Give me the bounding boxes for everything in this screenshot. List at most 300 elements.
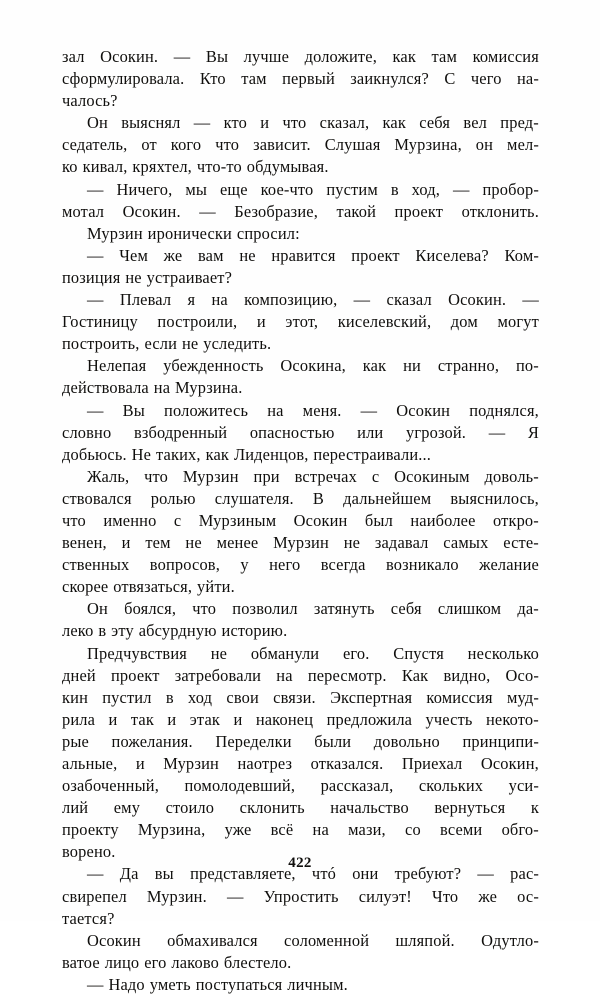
text-line xyxy=(62,201,539,223)
word: добьюсь. xyxy=(62,444,127,464)
word: представляете, xyxy=(190,864,296,884)
word: обмахивался xyxy=(167,930,258,950)
word: помолодевший, xyxy=(184,776,296,796)
word: и xyxy=(135,754,145,773)
word: вы xyxy=(154,864,174,884)
word: и xyxy=(108,709,118,729)
word: отклонить. xyxy=(461,201,539,221)
text-line xyxy=(62,112,539,134)
word: предложила xyxy=(326,709,413,729)
page-number: 422 xyxy=(288,855,312,871)
word: — xyxy=(488,422,506,442)
word: тается? xyxy=(62,908,115,928)
word: пожелания. xyxy=(111,731,193,751)
word: лий xyxy=(62,798,89,818)
word: же xyxy=(478,886,498,906)
word: самых xyxy=(443,533,489,553)
word: зависит. xyxy=(253,135,311,155)
word: что xyxy=(192,599,217,619)
text-line xyxy=(62,775,539,797)
word: В xyxy=(312,488,325,508)
word: киселевский, xyxy=(337,312,432,332)
word: вернуться xyxy=(434,798,506,818)
word: склонить xyxy=(239,798,305,818)
text-line xyxy=(62,665,539,687)
word: поступаться xyxy=(195,974,283,994)
word: с xyxy=(173,510,182,530)
word: как xyxy=(362,356,387,376)
word: от xyxy=(141,135,157,155)
word: устраивает? xyxy=(146,267,233,287)
word: что xyxy=(215,135,240,155)
word: вопросов, xyxy=(149,555,220,575)
word: уйти. xyxy=(197,577,235,597)
paragraph xyxy=(62,112,539,178)
word: были xyxy=(314,731,352,751)
word: проекту xyxy=(62,820,119,840)
page-text-body xyxy=(62,46,539,996)
word: таких, xyxy=(156,444,201,464)
text-line xyxy=(62,46,539,68)
word: всегда xyxy=(320,555,366,575)
word: всеми xyxy=(440,820,483,840)
word: Он xyxy=(87,113,108,133)
word: шляпой. xyxy=(395,930,455,950)
word: Не xyxy=(131,444,152,464)
word: по- xyxy=(516,356,539,376)
word: нравится xyxy=(271,245,336,265)
word: Мурзиным xyxy=(198,510,277,530)
word: чтó xyxy=(311,864,336,884)
word: кряхтел, xyxy=(132,157,192,177)
word: не xyxy=(185,533,202,553)
word: требуют? xyxy=(394,864,462,884)
word: поднялся, xyxy=(469,400,539,420)
text-line xyxy=(62,377,539,399)
word: Лиденцов, xyxy=(233,444,309,464)
word: уследить. xyxy=(203,334,272,354)
word: лучше xyxy=(243,47,290,66)
word: еще xyxy=(219,179,248,199)
word: если xyxy=(144,334,178,354)
word: наотрез xyxy=(237,754,293,773)
word: и xyxy=(121,533,131,553)
word: уже xyxy=(224,820,252,840)
word: ко xyxy=(62,157,78,177)
paragraph xyxy=(62,598,539,642)
word: — xyxy=(87,974,104,994)
word: дальнейшем xyxy=(343,488,432,508)
word: венен, xyxy=(62,533,107,553)
word: этот, xyxy=(285,312,319,332)
word: Осокин. xyxy=(448,290,507,310)
word: Мурзина, xyxy=(137,820,206,840)
word: не xyxy=(239,245,256,265)
word: не xyxy=(210,643,228,663)
text-line xyxy=(62,974,539,996)
word: пересмотр. xyxy=(307,665,387,685)
word: Вы xyxy=(205,47,229,66)
word: — xyxy=(452,179,470,199)
word: иронически xyxy=(147,223,232,243)
word: ход xyxy=(188,687,213,707)
text-line xyxy=(62,333,539,355)
word: меня. xyxy=(302,400,342,420)
word: — xyxy=(226,886,244,906)
text-line xyxy=(62,245,539,267)
word: Экспертная xyxy=(330,687,413,707)
text-line xyxy=(62,267,539,289)
word: кое-что xyxy=(260,179,314,199)
word: Плевал xyxy=(119,290,172,310)
word: выяснилось, xyxy=(450,488,539,508)
word: он xyxy=(475,135,494,155)
text-line xyxy=(62,510,539,532)
word: некото- xyxy=(485,709,539,729)
word: Он xyxy=(87,599,108,619)
word: словно xyxy=(62,422,112,442)
word: обго- xyxy=(501,820,539,840)
word: свои xyxy=(226,687,259,707)
word: несколько xyxy=(467,643,539,663)
word: есте- xyxy=(503,533,539,553)
text-line xyxy=(62,620,539,642)
word: историю. xyxy=(221,621,288,641)
word: ролью xyxy=(150,488,196,508)
word: что-то xyxy=(196,157,242,177)
word: блестело. xyxy=(223,952,292,972)
word: был xyxy=(364,510,393,530)
word: проект xyxy=(351,245,400,265)
word: действовала xyxy=(62,378,149,398)
word: Мурзин xyxy=(163,754,219,773)
word: как xyxy=(382,113,406,133)
word: Осокиным xyxy=(394,466,470,486)
word: мази, xyxy=(348,820,386,840)
text-line xyxy=(62,576,539,598)
word: при xyxy=(253,466,280,486)
word: озабоченный, xyxy=(62,776,159,796)
word: Безобразие, xyxy=(234,201,318,221)
word: как xyxy=(392,47,416,66)
word: обманули xyxy=(250,643,320,663)
word: чалось? xyxy=(62,91,118,111)
word: композицию, xyxy=(244,290,338,310)
word: у xyxy=(240,555,249,575)
word: в xyxy=(390,179,399,199)
word: Мурзин xyxy=(87,223,143,243)
word: отказался. xyxy=(310,754,384,773)
word: лаково xyxy=(171,952,219,972)
word: — xyxy=(522,290,539,310)
word: вам xyxy=(198,245,224,265)
word: Я xyxy=(527,422,539,442)
word: — xyxy=(87,400,104,420)
word: уметь xyxy=(149,974,191,994)
word: там xyxy=(431,47,458,66)
text-line xyxy=(62,886,539,908)
word: — xyxy=(87,179,104,199)
word: — xyxy=(193,113,211,133)
word: доложите, xyxy=(304,47,377,66)
word: задавал xyxy=(374,533,429,553)
word: или xyxy=(357,422,384,442)
word: Осокин xyxy=(87,930,141,950)
word: — xyxy=(173,47,191,66)
word: положитесь xyxy=(164,400,249,420)
text-line xyxy=(62,90,539,112)
word: сказал, xyxy=(319,113,370,133)
word: комиссия xyxy=(426,687,493,707)
text-line xyxy=(62,422,539,444)
word: Приехал xyxy=(401,754,463,773)
word: дом xyxy=(450,312,478,332)
word: рас- xyxy=(510,864,539,884)
word: кого xyxy=(170,135,202,155)
word: именно xyxy=(103,510,157,530)
word: Ничего, xyxy=(116,179,173,199)
word: угрозой. xyxy=(405,422,467,442)
word: видно, xyxy=(443,665,491,685)
word: затянуть xyxy=(313,599,375,619)
paragraph xyxy=(62,930,539,974)
word: Кто xyxy=(199,69,226,89)
word: так xyxy=(130,709,154,729)
word: мел- xyxy=(507,135,539,155)
text-line xyxy=(62,466,539,488)
word: чего xyxy=(470,69,502,89)
text-line xyxy=(62,223,539,245)
word: наиболее xyxy=(410,510,476,530)
word: довольно xyxy=(373,731,440,751)
word: спросил: xyxy=(236,223,300,243)
word: и xyxy=(260,113,270,133)
text-line xyxy=(62,643,539,665)
word: слишком xyxy=(437,599,502,619)
word: на xyxy=(267,400,284,420)
paragraph xyxy=(62,466,539,599)
word: рассказал, xyxy=(320,776,394,796)
word: и xyxy=(256,312,266,332)
word: опасностью xyxy=(249,422,335,442)
word: пустил xyxy=(102,687,152,707)
word: Осокин. xyxy=(100,47,159,66)
word: соломенной xyxy=(284,930,370,950)
word: связи. xyxy=(273,687,316,707)
word: силуэт! xyxy=(358,886,412,906)
word: рила xyxy=(62,709,96,729)
word: — xyxy=(87,290,104,310)
word: — xyxy=(353,290,371,310)
word: позволил xyxy=(232,599,298,619)
word: же xyxy=(163,245,183,265)
word: на xyxy=(312,820,329,840)
word: ход, xyxy=(411,179,441,199)
text-line xyxy=(62,532,539,554)
paragraph xyxy=(62,974,539,996)
word: Вы xyxy=(122,400,145,420)
word: и xyxy=(233,709,243,729)
word: что xyxy=(282,113,307,133)
word: Осокин, xyxy=(480,754,539,773)
word: начальство xyxy=(330,798,409,818)
word: ни xyxy=(403,356,421,376)
word: его xyxy=(144,952,167,972)
word: как xyxy=(205,444,230,464)
word: кин xyxy=(62,687,88,707)
word: кто xyxy=(223,113,247,133)
word: леко xyxy=(62,621,94,641)
word: мы xyxy=(185,179,208,199)
word: сказал xyxy=(386,290,432,310)
word: дней xyxy=(62,665,96,685)
text-line xyxy=(62,687,539,709)
word: сформулировала. xyxy=(62,69,185,89)
word: учесть xyxy=(425,709,473,729)
word: тем xyxy=(145,533,171,553)
word: Мурзин xyxy=(182,466,239,486)
word: — xyxy=(360,400,378,420)
word: — xyxy=(199,201,216,221)
word: не xyxy=(125,267,142,287)
word: перестраивали... xyxy=(313,444,432,464)
word: Мурзин xyxy=(273,533,329,553)
word: отвязаться, xyxy=(113,577,193,597)
paragraph xyxy=(62,179,539,223)
word: Ком- xyxy=(504,245,539,265)
word: обдумывая. xyxy=(246,157,329,177)
word: его. xyxy=(342,643,370,663)
word: там xyxy=(241,69,267,89)
text-line xyxy=(62,709,539,731)
word: ствовался xyxy=(62,488,132,508)
word: затребовали xyxy=(174,665,262,685)
word: седатель, xyxy=(62,135,128,155)
word: Чем xyxy=(119,245,148,265)
word: выяснял xyxy=(121,113,181,133)
word: Осокин xyxy=(293,510,348,530)
word: Осокина, xyxy=(280,356,346,376)
word: проект xyxy=(111,665,160,685)
word: не xyxy=(181,334,199,354)
word: — xyxy=(87,245,104,265)
word: уси- xyxy=(508,776,539,796)
word: муд- xyxy=(507,687,539,707)
word: пустим xyxy=(326,179,378,199)
word: мотал xyxy=(62,201,105,221)
word: кивал, xyxy=(82,157,128,177)
word: Спустя xyxy=(393,643,444,663)
paragraph xyxy=(62,46,539,112)
word: себя xyxy=(419,113,451,133)
text-line xyxy=(62,179,539,201)
word: него xyxy=(269,555,301,575)
text-line xyxy=(62,400,539,422)
word: не xyxy=(343,533,361,553)
word: заикнулся? xyxy=(350,69,429,89)
word: да- xyxy=(517,599,539,619)
word: со xyxy=(405,820,421,840)
word: рые xyxy=(62,731,89,751)
word: построить, xyxy=(62,334,140,354)
word: свирепел xyxy=(62,886,127,906)
word: желание xyxy=(479,555,539,575)
paragraph xyxy=(62,863,539,929)
word: Гостиницу xyxy=(62,312,138,332)
word: на xyxy=(276,665,293,685)
word: к xyxy=(530,798,539,818)
word: возникало xyxy=(385,555,459,575)
word: С xyxy=(444,69,456,89)
word: Мурзин. xyxy=(146,886,207,906)
word: они xyxy=(352,864,379,884)
text-line xyxy=(62,134,539,156)
text-line xyxy=(62,908,539,930)
word: ватое xyxy=(62,952,100,972)
word: пред- xyxy=(500,113,539,133)
word: откро- xyxy=(492,510,539,530)
word: лицо xyxy=(104,952,140,972)
word: Осо- xyxy=(505,665,539,685)
word: — xyxy=(477,864,494,884)
text-line xyxy=(62,289,539,311)
paragraph xyxy=(62,643,539,864)
word: Мурзина. xyxy=(175,378,243,398)
paragraph xyxy=(62,289,539,355)
word: комиссия xyxy=(472,47,539,66)
word: Киселева? xyxy=(415,245,489,265)
word: доволь- xyxy=(484,466,539,486)
word: что xyxy=(62,510,86,530)
word: наконец xyxy=(255,709,314,729)
word: Жаль, xyxy=(87,466,130,486)
word: в xyxy=(98,621,107,641)
text-line xyxy=(62,355,539,377)
word: ворено. xyxy=(62,842,116,862)
text-line xyxy=(62,598,539,620)
text-line xyxy=(62,444,539,466)
word: Надо xyxy=(108,974,145,994)
word: себя xyxy=(390,599,422,619)
word: и xyxy=(167,709,177,729)
word: на- xyxy=(517,69,539,89)
word: личным. xyxy=(287,974,348,994)
word: принципи- xyxy=(462,731,539,751)
word: что xyxy=(144,466,169,486)
word: встречах xyxy=(294,466,357,486)
word: альные, xyxy=(62,754,118,773)
word: я xyxy=(187,290,196,310)
word: скорее xyxy=(62,577,109,597)
text-line xyxy=(62,952,539,974)
word: вел xyxy=(463,113,487,133)
word: менее xyxy=(216,533,259,553)
word: такой xyxy=(336,201,377,221)
word: всё xyxy=(270,820,294,840)
word: Нелепая xyxy=(87,356,147,376)
word: позиция xyxy=(62,267,121,287)
word: взбодренный xyxy=(133,422,228,442)
word: Осокин. xyxy=(122,201,181,221)
word: стоило xyxy=(165,798,215,818)
word: Мурзина, xyxy=(394,135,462,155)
text-line xyxy=(62,488,539,510)
word: зал xyxy=(62,47,85,66)
word: странно, xyxy=(437,356,500,376)
word: убежденность xyxy=(163,356,264,376)
word: с xyxy=(371,466,380,486)
word: Что xyxy=(432,886,459,906)
